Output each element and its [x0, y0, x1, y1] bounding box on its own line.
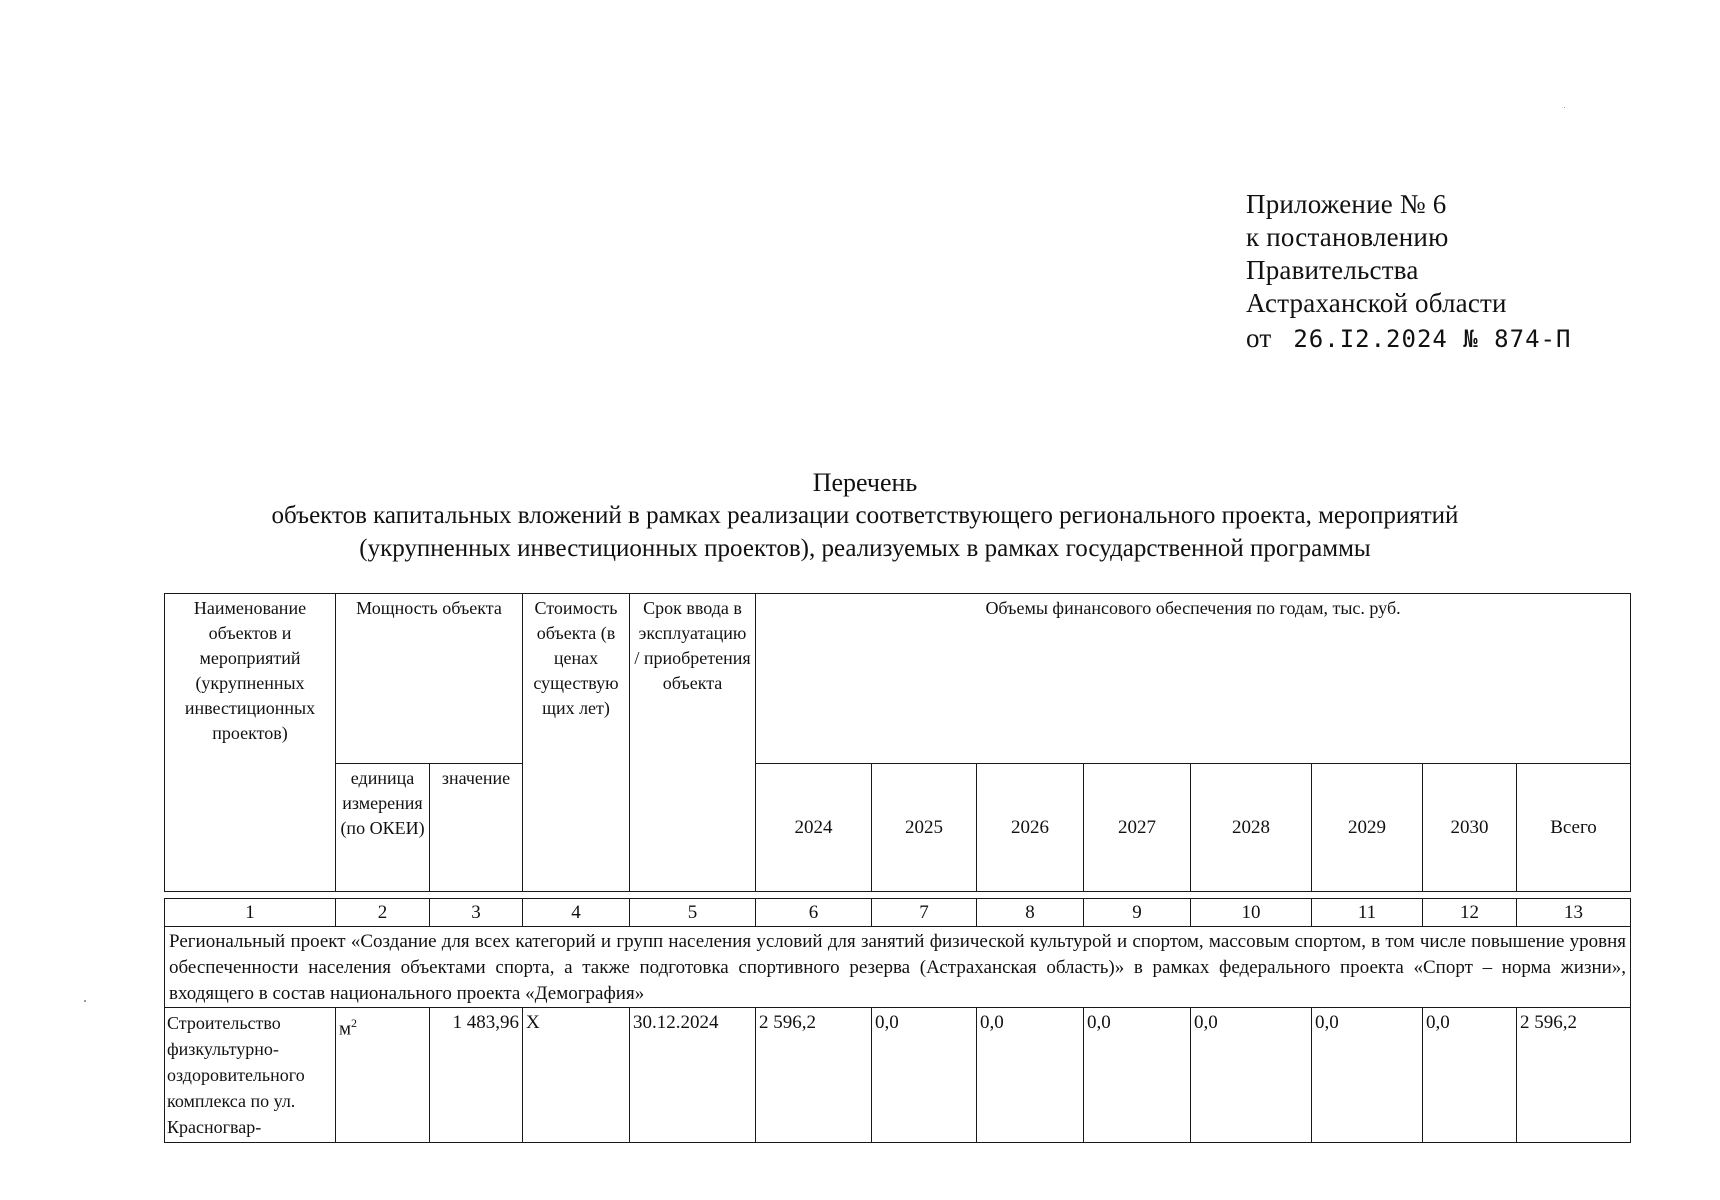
- header-funding: Объемы финансового обеспечения по годам, тыс. руб.: [756, 594, 1631, 764]
- header-year-2024: 2024: [756, 764, 872, 892]
- title-heading: Перечень: [812, 468, 918, 497]
- header-year-2025: 2025: [872, 764, 977, 892]
- amount-total-cell: 2 596,2: [1517, 1008, 1631, 1143]
- unit-cell: [336, 1008, 430, 1143]
- column-number: 11: [1312, 899, 1423, 927]
- header-year-2027: 2027: [1084, 764, 1191, 892]
- title-line-1: объектов капитальных вложений в рамках реализации соответствующего регионального проекта, мероприятий: [271, 502, 1459, 529]
- header-year-2030: 2030: [1423, 764, 1517, 892]
- amount-2030-cell: 0,0: [1423, 1008, 1517, 1143]
- amount-2024-cell: 2 596,2: [756, 1008, 872, 1143]
- date-stamp: 26.I2.2024 № 874-П: [1293, 325, 1572, 353]
- unit-superscript: 2: [351, 1016, 358, 1030]
- scan-speck: [1564, 107, 1565, 108]
- amount-2026-cell: 0,0: [977, 1008, 1084, 1143]
- unit-text: м: [339, 1018, 352, 1040]
- regional-project-cell: Региональный проект «Создание для всех категорий и групп населения условий для занятий физической культурой и спортом, массовым спортом, в том числе повышение уровня обеспеченности населения объектами спорта, а также подготовка спортивного резерва (Астраханская область)» в рамках федерального проекта «Спорт – норма жизни», входящего в состав национального проекта «Демография»: [165, 927, 1631, 1008]
- document-title: [160, 466, 1570, 565]
- cost-cell: X: [523, 1008, 630, 1143]
- date-prefix: от: [1246, 323, 1272, 353]
- header-gap: [165, 892, 1631, 899]
- amount-2029-cell: 0,0: [1312, 1008, 1423, 1143]
- deadline-cell: 30.12.2024: [630, 1008, 756, 1143]
- scan-speck: [84, 1000, 86, 1002]
- column-number: 12: [1423, 899, 1517, 927]
- header-row-2: [165, 764, 1631, 892]
- header-capacity: Мощность объекта: [336, 594, 523, 764]
- column-number: 1: [165, 899, 336, 927]
- appendix-resolution: к постановлению: [1246, 222, 1449, 252]
- appendix-region: Астраханской области: [1246, 288, 1507, 318]
- header-deadline: Срок ввода в эксплуатацию / приобретения объекта: [630, 594, 756, 892]
- objects-table: [164, 593, 1631, 1143]
- appendix-number: Приложение № 6: [1246, 189, 1447, 219]
- header-row-1: [165, 594, 1631, 764]
- column-number: 4: [523, 899, 630, 927]
- title-line-2: (укрупненных инвестиционных проектов), реализуемых в рамках государственной программы: [359, 535, 1371, 562]
- column-number: 6: [756, 899, 872, 927]
- appendix-date-line: [1246, 322, 1571, 356]
- objects-table-wrapper: [164, 593, 1631, 1143]
- column-number: 3: [430, 899, 523, 927]
- header-year-2028: 2028: [1191, 764, 1312, 892]
- header-total: Всего: [1517, 764, 1631, 892]
- header-name: Наименование объектов и мероприятий (укрупненных инвестиционных проектов): [165, 594, 336, 892]
- appendix-block: [1246, 188, 1571, 356]
- header-year-2026: 2026: [977, 764, 1084, 892]
- column-number: 8: [977, 899, 1084, 927]
- amount-2028-cell: 0,0: [1191, 1008, 1312, 1143]
- amount-2027-cell: 0,0: [1084, 1008, 1191, 1143]
- column-number: 7: [872, 899, 977, 927]
- project-row: [165, 927, 1631, 1008]
- column-number: 2: [336, 899, 430, 927]
- value-cell: 1 483,96: [430, 1008, 523, 1143]
- header-unit: единица измерения (по ОКЕИ): [336, 764, 430, 892]
- appendix-government: Правительства: [1246, 255, 1419, 285]
- amount-2025-cell: 0,0: [872, 1008, 977, 1143]
- table-row: [165, 1008, 1631, 1143]
- column-number: 9: [1084, 899, 1191, 927]
- column-number-row: [165, 899, 1631, 927]
- header-year-2029: 2029: [1312, 764, 1423, 892]
- column-number: 13: [1517, 899, 1631, 927]
- column-number: 10: [1191, 899, 1312, 927]
- object-name-cell: Строительство физкультурно-оздоровительного комплекса по ул. Красногвар-: [165, 1008, 336, 1143]
- column-number: 5: [630, 899, 756, 927]
- header-value: значение: [430, 764, 523, 892]
- gap-cell: [165, 892, 1631, 899]
- header-cost: Стоимость объекта (в ценах существующих лет): [523, 594, 630, 892]
